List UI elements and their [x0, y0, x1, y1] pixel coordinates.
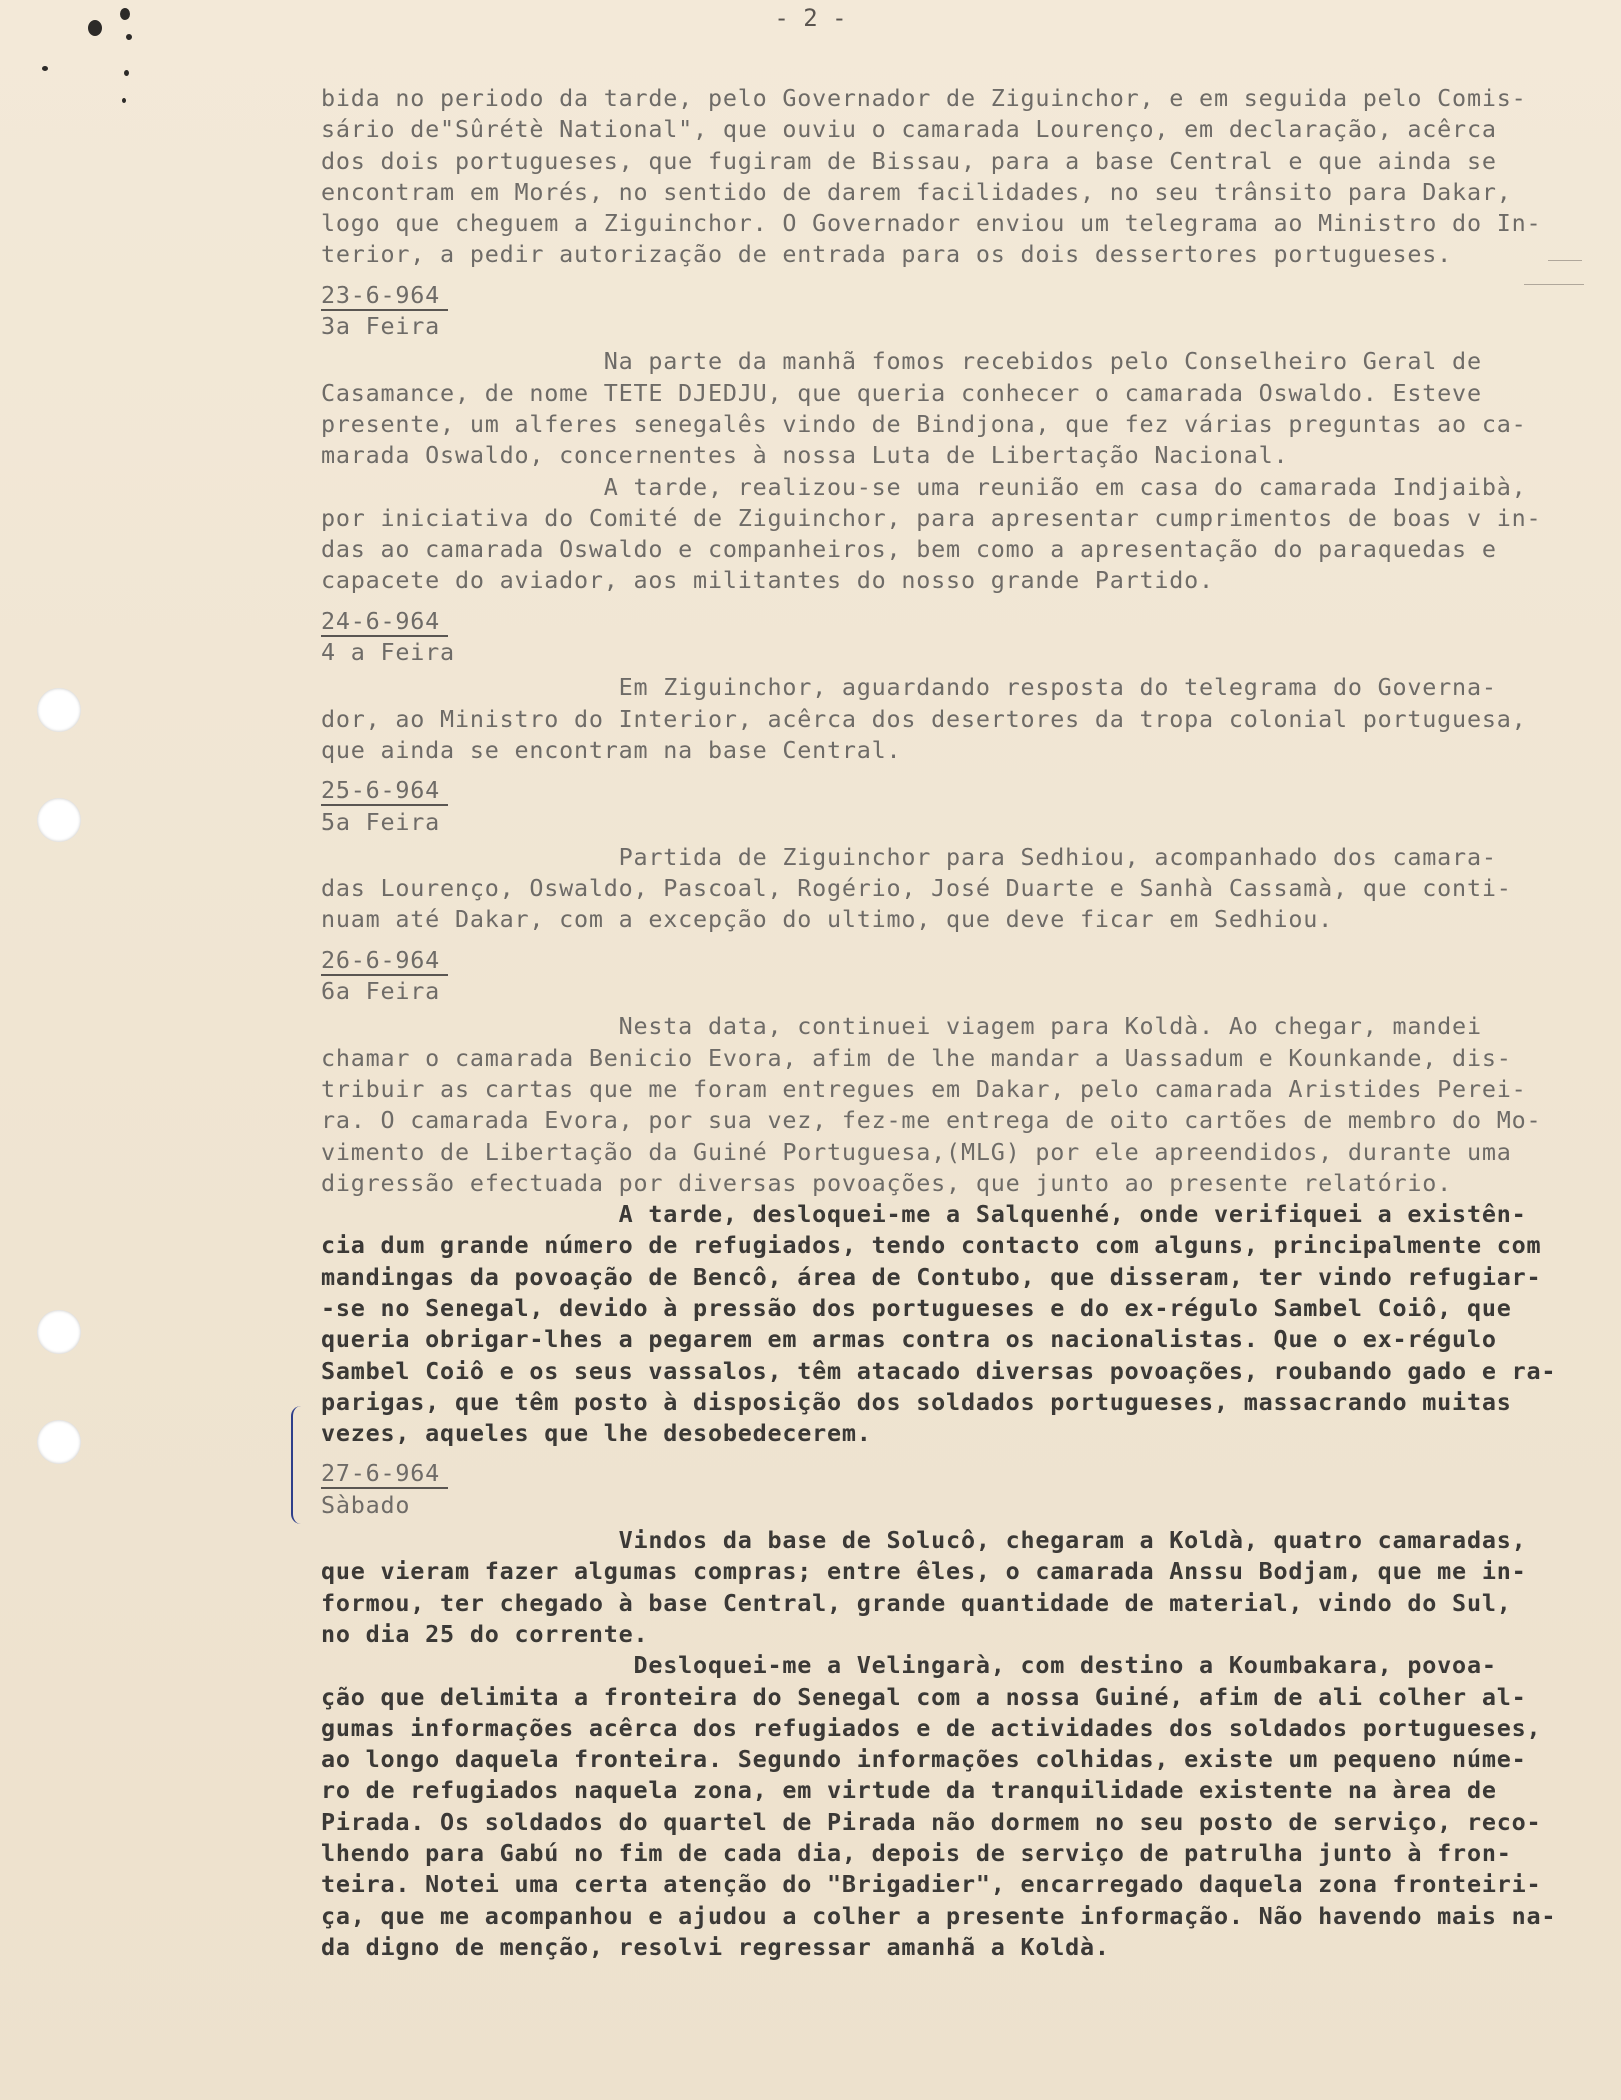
page-number: - 2 - [774, 4, 847, 32]
text-line: marada Oswaldo, concernentes à nossa Luta de Libertação Nacional. [321, 441, 1289, 470]
text-line: Partida de Ziguinchor para Sedhiou, acompanhado dos camara- [321, 842, 1497, 871]
entry-weekday: 3a Feira [321, 312, 441, 341]
text-line: Pirada. Os soldados do quartel de Pirada não dormem no seu posto de serviço, reco- [321, 1807, 1542, 1836]
text-line: encontram em Morés, no sentido de darem facilidades, no seu trânsito para Dakar, [321, 177, 1512, 206]
text-line: ça, que me acompanhou e ajudou a colher a presente informação. Não havendo mais na- [321, 1901, 1557, 1930]
ink-spot [122, 98, 126, 103]
ink-spot [126, 34, 132, 40]
text-line: A tarde, realizou-se uma reunião em casa do camarada Indjaibà, [321, 472, 1527, 501]
text-line: vezes, aqueles que lhe desobedecerem. [321, 1419, 872, 1448]
text-line: bida no periodo da tarde, pelo Governador de Ziguinchor, e em seguida pelo Comis- [321, 84, 1527, 112]
entry-weekday: 5a Feira [321, 807, 441, 836]
text-line: lhendo para Gabú no fim de cada dia, depois de serviço de patrulha junto à fron- [321, 1839, 1512, 1868]
text-line: que vieram fazer algumas compras; entre êles, o camarada Anssu Bodjam, que me in- [321, 1557, 1527, 1586]
text-line: Vindos da base de Solucô, chegaram a Koldà, quatro camaradas, [321, 1526, 1527, 1555]
punch-hole [37, 798, 81, 842]
text-line: teira. Notei uma certa atenção do "Brigadier", encarregado daquela zona fronteiri- [321, 1870, 1542, 1899]
text-line: digressão efectuada por diversas povoações, que junto ao presente relatório. [321, 1168, 1453, 1197]
text-line: tribuir as cartas que me foram entregues em Dakar, pelo camarada Aristides Perei- [321, 1074, 1527, 1103]
text-line: Em Ziguinchor, aguardando resposta do telegrama do Governa- [321, 673, 1497, 702]
text-line: ra. O camarada Evora, por sua vez, fez-me entrega de oito cartões de membro do Mo- [321, 1106, 1542, 1135]
entry-weekday: Sàbado [321, 1490, 411, 1519]
text-line: no dia 25 do corrente. [321, 1619, 649, 1648]
text-line: Nesta data, continuei viagem para Koldà. Ao chegar, mandei [321, 1012, 1482, 1041]
text-line: das Lourenço, Oswaldo, Pascoal, Rogério, José Duarte e Sanhà Cassamà, que conti- [321, 874, 1512, 903]
text-line: ção que delimita a fronteira do Senegal com a nossa Guiné, afim de ali colher al- [321, 1682, 1527, 1711]
text-line: A tarde, desloquei-me a Salquenhé, onde verifiquei a existên- [321, 1200, 1527, 1229]
text-line: cia dum grande número de refugiados, tendo contacto com alguns, principalmente com [321, 1231, 1542, 1260]
text-line: ro de refugiados naquela zona, em virtude da tranquilidade existente na àrea de [321, 1776, 1497, 1805]
entry-date: 26-6-964 [321, 946, 448, 976]
entry-date: 23-6-964 [321, 281, 448, 311]
punch-hole [37, 1310, 81, 1354]
ink-spot [124, 70, 129, 76]
entry-date: 24-6-964 [321, 607, 448, 637]
text-line: ao longo daquela fronteira. Segundo informações colhidas, existe um pequeno núme- [321, 1745, 1527, 1774]
text-line: sário de"Sûrétè National", que ouviu o camarada Lourenço, em declaração, acêrca [321, 115, 1497, 144]
text-line: mandingas da povoação de Bencô, área de Contubo, que disseram, ter vindo refugiar- [321, 1262, 1542, 1291]
margin-bracket-mark [291, 1406, 305, 1524]
text-line: Na parte da manhã fomos recebidos pelo Conselheiro Geral de [321, 347, 1482, 376]
entry-weekday: 6a Feira [321, 977, 441, 1006]
text-line: presente, um alferes senegalês vindo de Bindjona, que fez várias preguntas ao ca- [321, 409, 1527, 438]
text-line: Sambel Coiô e os seus vassalos, têm atacado diversas povoações, roubando gado e ra- [321, 1356, 1557, 1385]
text-line: gumas informações acêrca dos refugiados e de actividades dos soldados portugueses, [321, 1713, 1542, 1742]
text-line: capacete do aviador, aos militantes do nosso grande Partido. [321, 566, 1214, 595]
punch-hole [37, 688, 81, 732]
entry-date: 27-6-964 [321, 1459, 448, 1489]
punch-hole [37, 1420, 81, 1464]
text-line: terior, a pedir autorização de entrada para os dois dessertores portugueses. [321, 240, 1453, 269]
text-line: logo que cheguem a Ziguinchor. O Governador enviou um telegrama ao Ministro do In- [321, 209, 1542, 238]
text-line: dor, ao Ministro do Interior, acêrca dos desertores da tropa colonial portuguesa, [321, 704, 1527, 733]
text-line: nuam até Dakar, com a excepção do ultimo, que deve ficar em Sedhiou. [321, 905, 1333, 934]
entry-date: 25-6-964 [321, 776, 448, 806]
text-line: Desloquei-me a Velingarà, com destino a Koumbakara, povoa- [321, 1651, 1497, 1680]
text-line: Casamance, de nome TETE DJEDJU, que queria conhecer o camarada Oswaldo. Esteve [321, 378, 1482, 407]
entry-weekday: 4 a Feira [321, 638, 455, 667]
text-line: queria obrigar-lhes a pegarem em armas contra os nacionalistas. Que o ex-régulo [321, 1325, 1497, 1354]
text-line: da digno de menção, resolvi regressar amanhã a Koldà. [321, 1932, 1110, 1961]
ink-spot [42, 66, 48, 71]
text-line: das ao camarada Oswaldo e companheiros, bem como a apresentação do paraquedas e [321, 535, 1497, 564]
report-body [321, 83, 1621, 1967]
text-line: dos dois portugueses, que fugiram de Bissau, para a base Central e que ainda se [321, 146, 1497, 175]
text-line: que ainda se encontram na base Central. [321, 735, 902, 764]
text-line: por iniciativa do Comité de Ziguinchor, para apresentar cumprimentos de boas v in- [321, 503, 1542, 532]
text-line: parigas, que têm posto à disposição dos soldados portugueses, massacrando muitas [321, 1387, 1512, 1416]
text-line: formou, ter chegado à base Central, grande quantidade de material, vindo do Sul, [321, 1588, 1512, 1617]
text-line: chamar o camarada Benicio Evora, afim de lhe mandar a Uassadum e Kounkande, dis- [321, 1043, 1512, 1072]
text-line: -se no Senegal, devido à pressão dos portugueses e do ex-régulo Sambel Coiô, que [321, 1293, 1512, 1322]
text-line: vimento de Libertação da Guiné Portuguesa,(MLG) por ele apreendidos, durante uma [321, 1137, 1512, 1166]
